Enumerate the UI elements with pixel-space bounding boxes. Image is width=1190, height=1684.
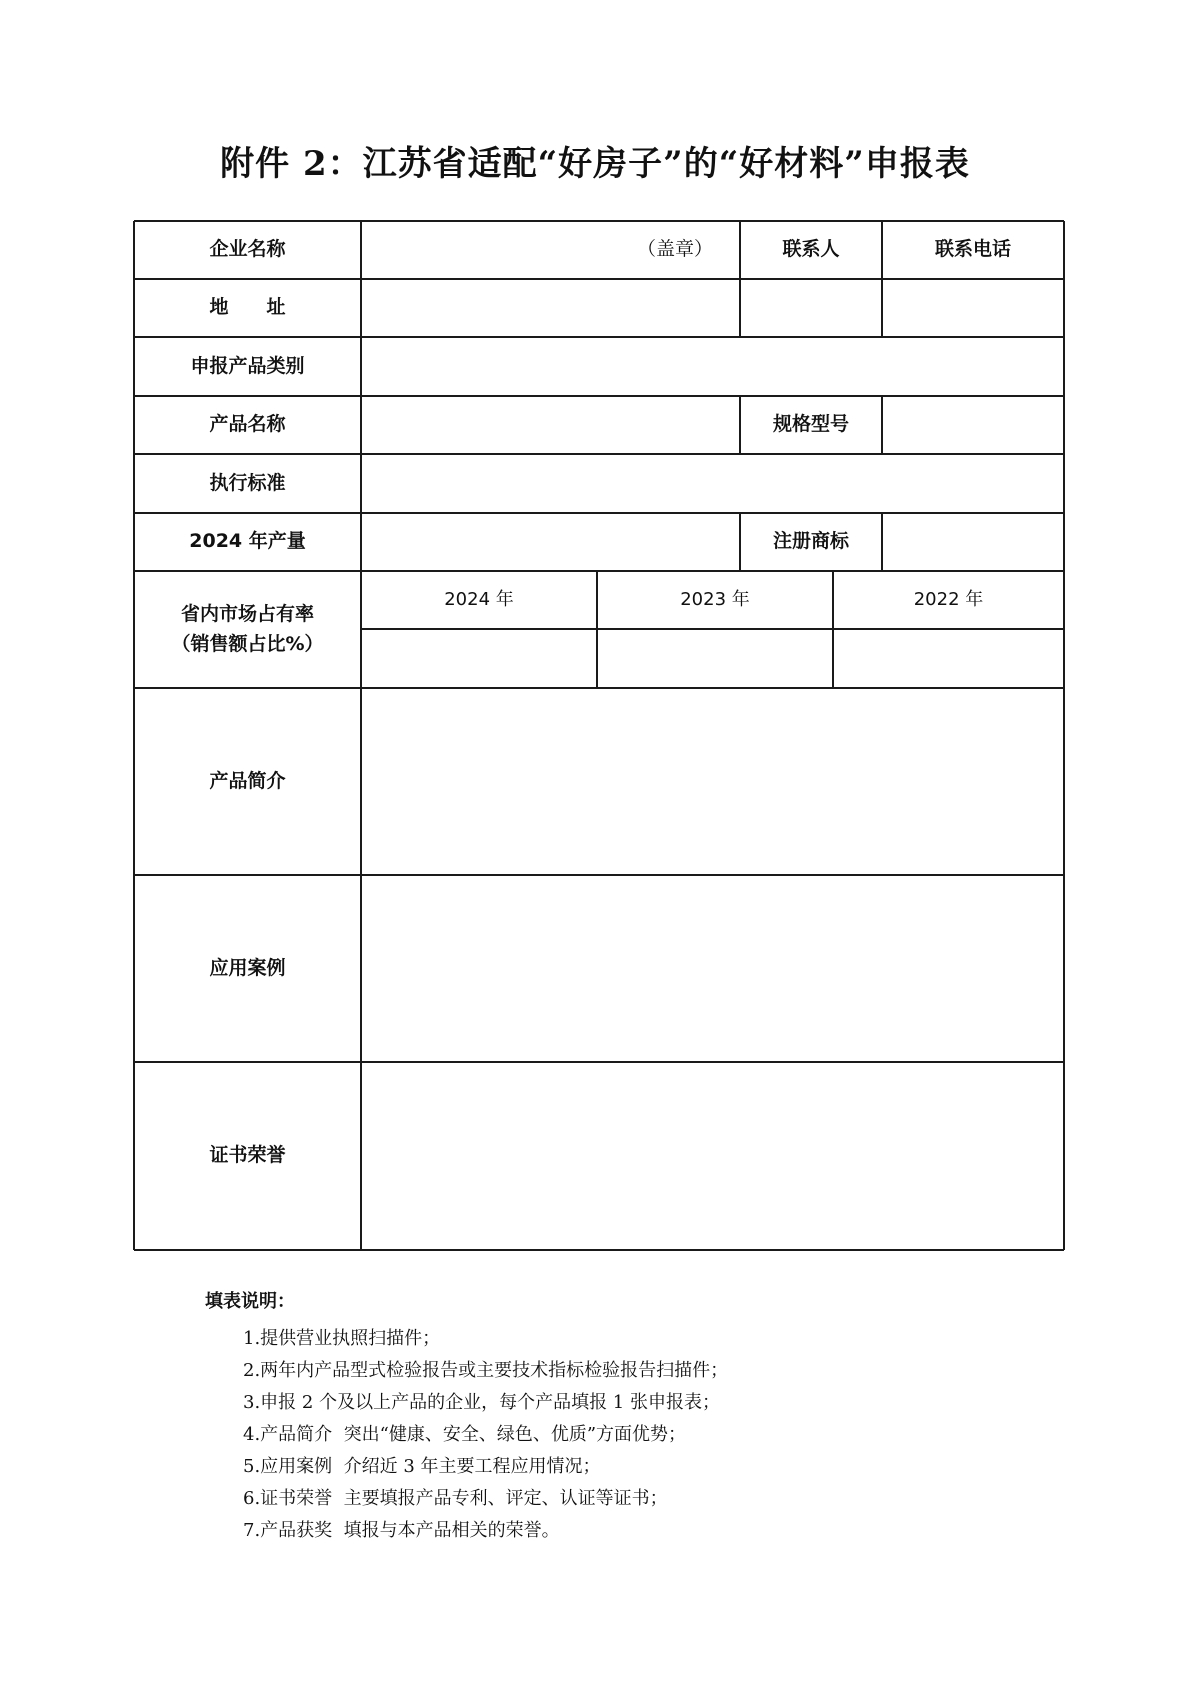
contact-field[interactable]: [740, 279, 882, 337]
trademark-field[interactable]: [882, 513, 1064, 571]
year-header-2023: 2023 年: [680, 589, 750, 611]
standard-label: 执行标准: [209, 471, 286, 494]
standard-field[interactable]: [361, 454, 1064, 513]
market-share-label-line2: （销售额占比%）: [171, 632, 324, 655]
product-name-label: 产品名称: [209, 413, 286, 436]
intro-field[interactable]: [361, 688, 1064, 875]
page-title: 附件 2：江苏省适配“好房子”的“好材料”申报表: [220, 144, 970, 184]
category-label: 申报产品类别: [190, 354, 305, 377]
cases-label: 应用案例: [209, 956, 286, 979]
honors-label: 证书荣誉: [209, 1144, 286, 1167]
spec-field[interactable]: [882, 396, 1064, 454]
output-field[interactable]: [361, 513, 740, 571]
share-2024-field[interactable]: [361, 629, 597, 688]
honors-field[interactable]: [361, 1062, 1064, 1250]
year-header-2024: 2024 年: [444, 589, 514, 611]
market-share-label-line1: 省内市场占有率: [180, 603, 314, 626]
filling-instructions: [205, 1287, 728, 1547]
instruction-item: 2.两年内产品型式检验报告或主要技术指标检验报告扫描件；: [243, 1360, 729, 1381]
market-share-label: [134, 571, 361, 688]
instruction-item: 4.产品简介 突出“健康、安全、绿色、优质”方面优势；: [243, 1424, 687, 1445]
category-field[interactable]: [361, 337, 1064, 396]
intro-label: 产品简介: [209, 769, 286, 792]
company-name-label: 企业名称: [209, 238, 286, 261]
instructions-list: [205, 1323, 728, 1547]
phone-field[interactable]: [882, 279, 1064, 337]
spec-label: 规格型号: [772, 413, 849, 436]
seal-label: （盖章）: [636, 238, 713, 261]
instruction-item: 7.产品获奖 填报与本产品相关的荣誉。: [243, 1520, 560, 1541]
share-2022-field[interactable]: [833, 629, 1064, 688]
instruction-item: 1.提供营业执照扫描件；: [243, 1328, 441, 1349]
product-name-field[interactable]: [361, 396, 740, 454]
year-header-2022: 2022 年: [913, 589, 984, 611]
instructions-heading: 填表说明：: [205, 1291, 295, 1312]
trademark-label: 注册商标: [772, 530, 849, 553]
instruction-item: 5.应用案例 介绍近 3 年主要工程应用情况；: [243, 1456, 601, 1477]
contact-label: 联系人: [782, 238, 840, 261]
phone-label: 联系电话: [934, 238, 1011, 261]
instruction-item: 6.证书荣誉 主要填报产品专利、评定、认证等证书；: [243, 1488, 668, 1509]
address-label: 地 址: [209, 296, 286, 319]
instruction-item: 3.申报 2 个及以上产品的企业，每个产品填报 1 张申报表；: [243, 1392, 720, 1413]
output-label: 2024 年产量: [189, 530, 306, 553]
cases-field[interactable]: [361, 875, 1064, 1062]
address-field[interactable]: [361, 279, 740, 337]
share-2023-field[interactable]: [597, 629, 833, 688]
